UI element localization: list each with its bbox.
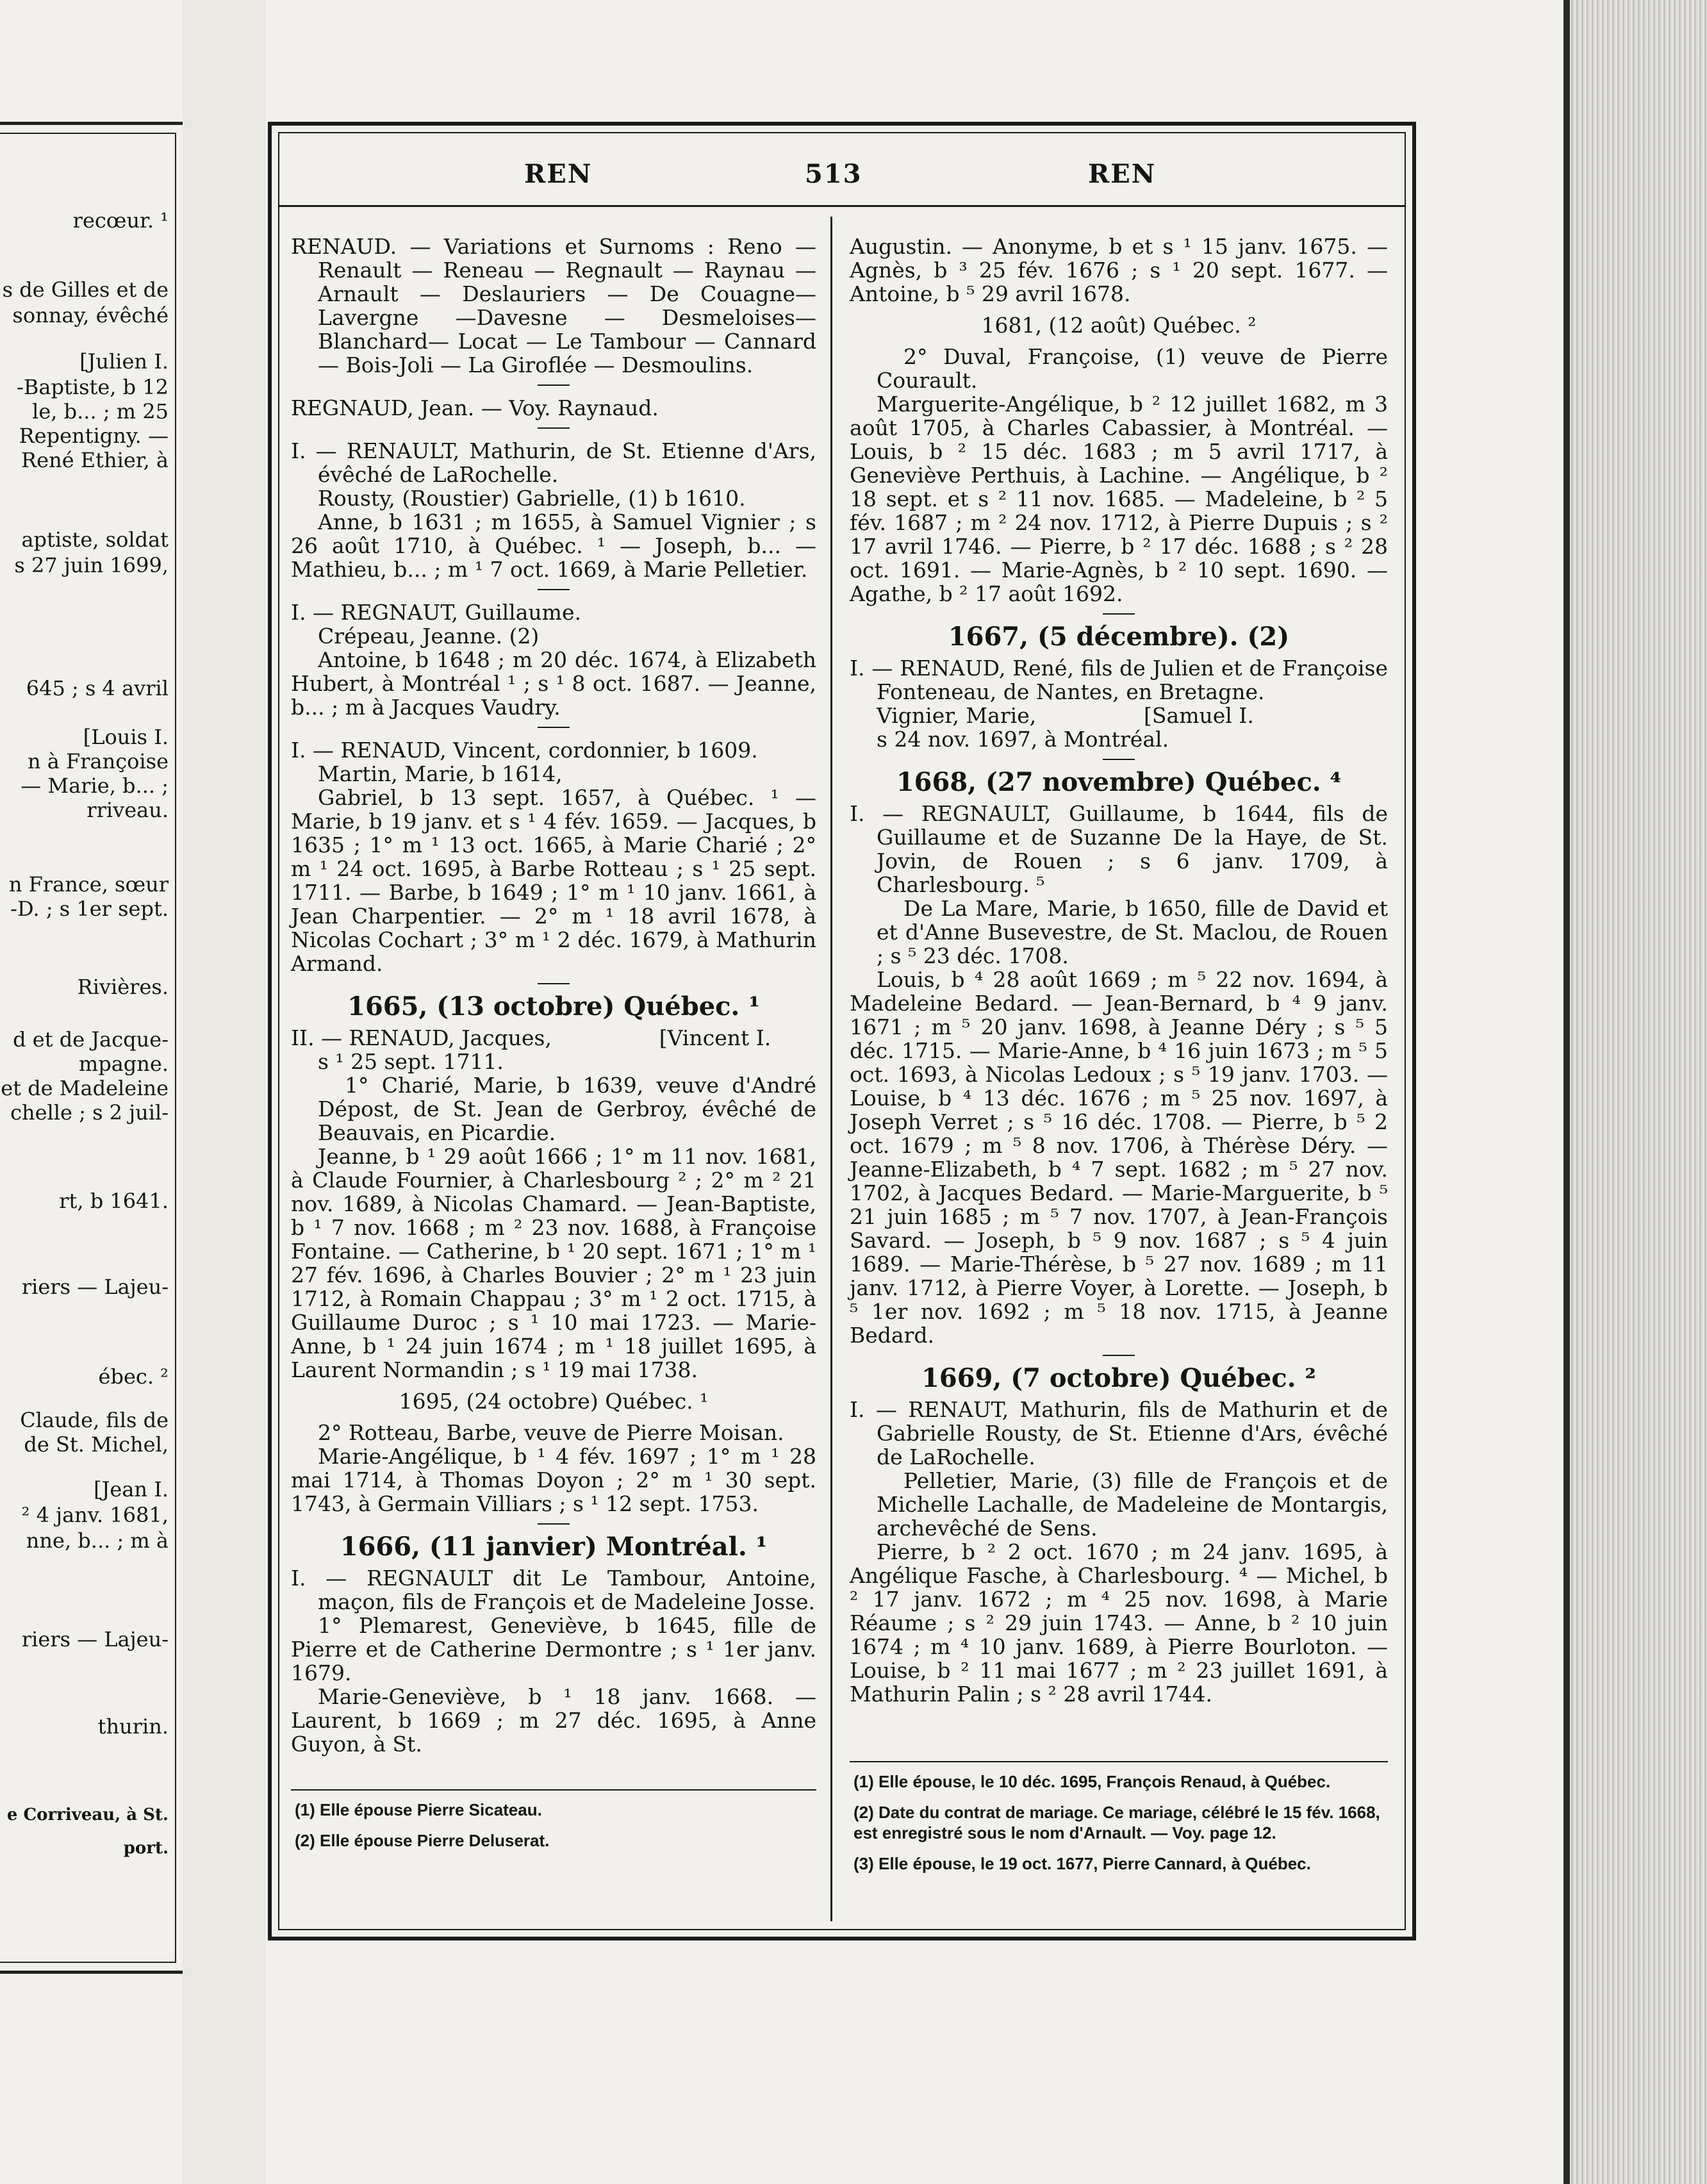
footnote: (2) Date du contrat de mariage. Ce mariage, célébré le 15 fév. 1668, est enregistré sous le nom d'Arnault. — Voy. page 12. <box>853 1803 1380 1842</box>
right-column <box>850 235 1388 1714</box>
left-line: riers — Lajeu- <box>21 1627 169 1651</box>
spouse-line: De La Mare, Marie, b 1650, fille de David et et d'Anne Busevestre, de St. Maclou, de Rouen ; s ⁵ 23 déc. 1708. <box>877 896 1388 968</box>
marriage-date: 1665, (13 octobre) Québec. ¹ <box>347 991 760 1022</box>
spouse-line: 2° Rotteau, Barbe, veuve de Pierre Moisan. <box>318 1420 784 1445</box>
children-list: Gabriel, b 13 sept. 1657, à Québec. ¹ — Marie, b 19 janv. et s ¹ 4 fév. 1659. — Jacques, b 1635 ; 1° m ¹ 13 oct. 1665, à Marie Charié ; 2° m ¹ 24 oct. 1695, à Barbe Rotteau ; s ¹ 25 sept. 1711. — Barbe, b 1649 ; 1° m ¹ 10 janv. 1661, à Jean Charpentier. — 2° m ¹ 18 avril 1678, à Nicolas Cochart ; 3° m ¹ 2 déc. 1679, à Mathurin Armand. <box>291 785 816 976</box>
separator-rule <box>538 427 570 429</box>
marriage-date: 1666, (11 janvier) Montréal. ¹ <box>340 1532 768 1562</box>
children-list: Marie-Geneviève, b ¹ 18 janv. 1668. — Laurent, b 1669 ; m 27 déc. 1695, à Anne Guyon, à St. <box>291 1684 816 1757</box>
header-right: REN <box>1088 159 1157 189</box>
spouse-line: Martin, Marie, b 1614, <box>318 761 563 786</box>
left-line: le, b... ; m 25 <box>32 399 169 424</box>
footnote-rule <box>850 1761 1388 1762</box>
page-edges <box>1563 0 1707 2184</box>
separator-rule <box>538 589 570 590</box>
left-line: chelle ; s 2 juil- <box>10 1100 169 1125</box>
spouse-line: Crépeau, Jeanne. (2) <box>318 624 540 649</box>
entry-heading: I. — REGNAULT, Guillaume, b 1644, fils de Guillaume et de Suzanne De la Haye, de St. Jovin, de Rouen ; s 6 janv. 1709, à Charlesbourg. ⁵ <box>850 801 1388 897</box>
burial-line: s ¹ 25 sept. 1711. <box>318 1049 504 1074</box>
page-edge-shadow <box>1563 0 1570 2184</box>
left-line: mpagne. <box>78 1052 169 1076</box>
column-divider <box>830 217 832 1921</box>
footnote: (1) Elle épouse, le 10 déc. 1695, François Renaud, à Québec. <box>853 1772 1331 1791</box>
left-line: de St. Michel, <box>24 1432 169 1457</box>
page-number: 513 <box>805 159 862 189</box>
marriage-date: 1695, (24 octobre) Québec. ¹ <box>399 1389 709 1414</box>
left-page-fragment <box>0 122 186 1974</box>
marriage-date: 1681, (12 août) Québec. ² <box>981 313 1257 338</box>
spouse-line: 1° Plemarest, Geneviève, b 1645, fille de Pierre et de Catherine Dermontre ; s ¹ 1er janv. 1679. <box>291 1613 816 1685</box>
footnote: (3) Elle épouse, le 19 oct. 1677, Pierre Cannard, à Québec. <box>853 1854 1311 1873</box>
separator-rule <box>538 727 570 728</box>
left-line: [Julien I. <box>79 349 169 374</box>
spouse-line: Pelletier, Marie, (3) fille de François et de Michelle Lachalle, de Madeleine de Montargis, archevêché de Sens. <box>877 1468 1388 1541</box>
left-line: n France, sœur <box>8 872 169 897</box>
left-line: sonnay, évêché <box>12 303 169 327</box>
left-line: n à Françoise <box>28 749 169 774</box>
left-line: recœur. ¹ <box>72 208 169 233</box>
left-footnotes <box>295 1799 814 1861</box>
left-line: — Marie, b... ; <box>21 774 169 798</box>
left-line: ébec. ² <box>98 1364 169 1389</box>
left-line: nne, b... ; m à <box>26 1528 169 1553</box>
children-list: Pierre, b ² 2 oct. 1670 ; m 24 janv. 1695, à Angélique Fasche, à Charlesbourg. ⁴ — Michel, b ² 17 janv. 1672 ; m ⁴ 25 nov. 1698, à Marie Réaume ; s ² 29 juin 1743. — Anne, b ² 10 juin 1674 ; m ⁴ 10 janv. 1689, à Pierre Bourloton. — Louise, b ² 11 mai 1677 ; m ² 23 juillet 1691, à Mathurin Palin ; s ² 28 avril 1744. <box>850 1539 1388 1707</box>
footnote-rule <box>291 1789 816 1791</box>
page-frame-inner <box>278 132 1406 1930</box>
left-line: port. <box>123 1839 169 1858</box>
cross-reference: REGNAUD, Jean. — Voy. Raynaud. <box>291 395 659 420</box>
left-line: s de Gilles et de <box>2 277 169 302</box>
children-list: Louis, b ⁴ 28 août 1669 ; m ⁵ 22 nov. 1694, à Madeleine Bedard. — Jean-Bernard, b ⁴ 9 janv. 1671 ; m ⁵ 20 janv. 1698, à Jeanne Déry ; s ⁵ 5 déc. 1715. — Marie-Anne, b ⁴ 16 juin 1673 ; m ⁵ 5 oct. 1693, à Nicolas Ledoux ; s ⁵ 19 janv. 1703. — Louise, b ⁴ 13 déc. 1676 ; m ⁵ 25 nov. 1697, à Joseph Verret ; s ⁵ 16 déc. 1708. — Pierre, b ⁵ 2 oct. 1679 ; m ⁵ 8 nov. 1706, à Thérèse Déry. — Jeanne-Elizabeth, b ⁴ 7 sept. 1682 ; m ⁵ 27 nov. 1702, à Jacques Bedard. — Marie-Marguerite, b ⁵ 21 juin 1685 ; m ⁵ 7 nov. 1707, à Jean-François Savard. — Joseph, b ⁵ 9 nov. 1687 ; s ⁵ 4 juin 1689. — Marie-Thérèse, b ⁵ 27 nov. 1689 ; m 11 janv. 1712, à Pierre Voyer, à Lorette. — Joseph, b ⁵ 1er nov. 1692 ; m ⁵ 18 nov. 1715, à Jeanne Bedard. <box>850 967 1388 1348</box>
separator-rule <box>1103 613 1135 615</box>
footnote: (1) Elle épouse Pierre Sicateau. <box>295 1800 542 1819</box>
separator-rule <box>538 1523 570 1525</box>
left-line: -Baptiste, b 12 <box>17 375 169 399</box>
left-line: Rivières. <box>77 975 169 999</box>
spouse-line: Vignier, Marie, [Samuel I. <box>877 703 1254 728</box>
spouse-line: 2° Duval, Françoise, (1) veuve de Pierre Courault. <box>877 344 1388 393</box>
left-line: [Louis I. <box>83 725 169 749</box>
burial-line: s 24 nov. 1697, à Montréal. <box>877 727 1169 752</box>
left-column <box>291 235 816 1764</box>
marriage-date: 1669, (7 octobre) Québec. ² <box>921 1363 1316 1393</box>
entry-heading: I. — RENAUD, Vincent, cordonnier, b 1609. <box>291 738 758 763</box>
children-list: Marie-Angélique, b ¹ 4 fév. 1697 ; 1° m ¹ 28 mai 1714, à Thomas Doyon ; 2° m ¹ 30 sept. 1743, à Germain Villiars ; s ¹ 12 sept. 1753. <box>291 1444 816 1516</box>
left-line: et de Madeleine <box>1 1076 169 1100</box>
surname-variations: RENAUD. — Variations et Surnoms : Reno — Renault — Reneau — Regnault — Raynau — Arnault — Deslauriers — De Couagne— Lavergne —Davesne — Desmeloises— Blanchard— Locat — Le Tambour — Cannard — Bois-Joli — La Giroflée — Desmoulins. <box>291 234 816 377</box>
entry-heading: I. — REGNAUT, Guillaume. <box>291 600 581 625</box>
left-line: s 27 juin 1699, <box>14 553 169 577</box>
left-line: e Corriveau, à St. <box>6 1805 169 1824</box>
left-line: -D. ; s 1er sept. <box>10 897 169 921</box>
left-line: ² 4 janv. 1681, <box>21 1503 169 1527</box>
separator-rule <box>1103 1355 1135 1356</box>
spouse-line: 1° Charié, Marie, b 1639, veuve d'André Dépost, de St. Jean de Gerbroy, évêché de Beauvais, en Picardie. <box>318 1073 816 1145</box>
entry-heading: I. — REGNAULT dit Le Tambour, Antoine, maçon, fils de François et de Madeleine Josse. <box>291 1566 816 1614</box>
left-line: [Jean I. <box>94 1477 169 1502</box>
marriage-date: 1667, (5 décembre). (2) <box>948 622 1290 652</box>
left-line: rt, b 1641. <box>59 1189 169 1213</box>
left-line: Claude, fils de <box>20 1408 169 1432</box>
footnote: (2) Elle épouse Pierre Deluserat. <box>295 1831 550 1850</box>
gutter <box>183 0 266 2184</box>
entry-heading: I. — RENAULT, Mathurin, de St. Etienne d'Ars, évêché de LaRochelle. <box>291 438 816 487</box>
marriage-date: 1668, (27 novembre) Québec. ⁴ <box>896 767 1342 797</box>
left-line: René Ethier, à <box>21 448 169 472</box>
children-list: Antoine, b 1648 ; m 20 déc. 1674, à Elizabeth Hubert, à Montréal ¹ ; s ¹ 8 oct. 1687. — Jeanne, b... ; m à Jacques Vaudry. <box>291 647 816 720</box>
children-list: Anne, b 1631 ; m 1655, à Samuel Vignier ; s 26 août 1710, à Québec. ¹ — Joseph, b... — Mathieu, b... ; m ¹ 7 oct. 1669, à Marie Pelletier. <box>291 509 816 582</box>
entry-heading: I. — RENAUD, René, fils de Julien et de Françoise Fonteneau, de Nantes, en Bretagne. <box>850 656 1388 704</box>
left-line: aptiste, soldat <box>21 527 169 552</box>
left-line: d et de Jacque- <box>13 1027 169 1052</box>
right-footnotes <box>853 1771 1387 1884</box>
page-frame <box>268 122 1416 1940</box>
left-line: 645 ; s 4 avril <box>26 676 169 700</box>
entry-heading: I. — RENAUT, Mathurin, fils de Mathurin et de Gabrielle Rousty, de St. Etienne d'Ars, évêché de LaRochelle. <box>850 1397 1388 1469</box>
separator-rule <box>538 983 570 984</box>
spouse-line: Rousty, (Roustier) Gabrielle, (1) b 1610. <box>318 486 746 511</box>
header-left: REN <box>524 159 593 189</box>
separator-rule <box>1103 759 1135 760</box>
children-list: Augustin. — Anonyme, b et s ¹ 15 janv. 1675. — Agnès, b ³ 25 fév. 1676 ; s ¹ 20 sept. 1677. — Antoine, b ⁵ 29 avril 1678. <box>850 234 1388 306</box>
left-line: Repentigny. — <box>19 424 169 448</box>
left-line: thurin. <box>97 1714 169 1739</box>
separator-rule <box>538 385 570 386</box>
children-list: Jeanne, b ¹ 29 août 1666 ; 1° m 11 nov. 1681, à Claude Fournier, à Charlesbourg ² ; 2° m ² 21 nov. 1689, à Nicolas Chamard. — Jean-Baptiste, b ¹ 7 nov. 1668 ; m ² 23 nov. 1688, à Françoise Fontaine. — Catherine, b ¹ 20 sept. 1671 ; 1° m ¹ 27 fév. 1696, à Charles Bouvier ; 2° m ¹ 23 juin 1712, à Romain Chappau ; 3° m ¹ 2 oct. 1715, à Guillaume Duroc ; s ¹ 10 mai 1723. — Marie-Anne, b ¹ 24 juin 1674 ; m ¹ 18 juillet 1695, à Laurent Normandin ; s ¹ 19 mai 1738. <box>291 1144 816 1382</box>
running-header <box>279 133 1405 207</box>
left-line: rriveau. <box>87 798 169 822</box>
children-list: Marguerite-Angélique, b ² 12 juillet 1682, m 3 août 1705, à Charles Cabassier, à Montréal. — Louis, b ² 15 déc. 1683 ; m 5 avril 1717, à Geneviève Perthuis, à Lachine. — Angélique, b ² 18 sept. et s ² 11 nov. 1685. — Madeleine, b ² 5 fév. 1687 ; m ² 24 nov. 1712, à Pierre Dupuis ; s ² 17 avril 1746. — Pierre, b ² 17 déc. 1688 ; s ² 28 oct. 1691. — Marie-Agnès, b ² 10 sept. 1690. — Agathe, b ² 17 août 1692. <box>850 392 1388 606</box>
entry-heading: II. — RENAUD, Jacques, [Vincent I. <box>291 1025 771 1050</box>
left-line: riers — Lajeu- <box>21 1275 169 1299</box>
